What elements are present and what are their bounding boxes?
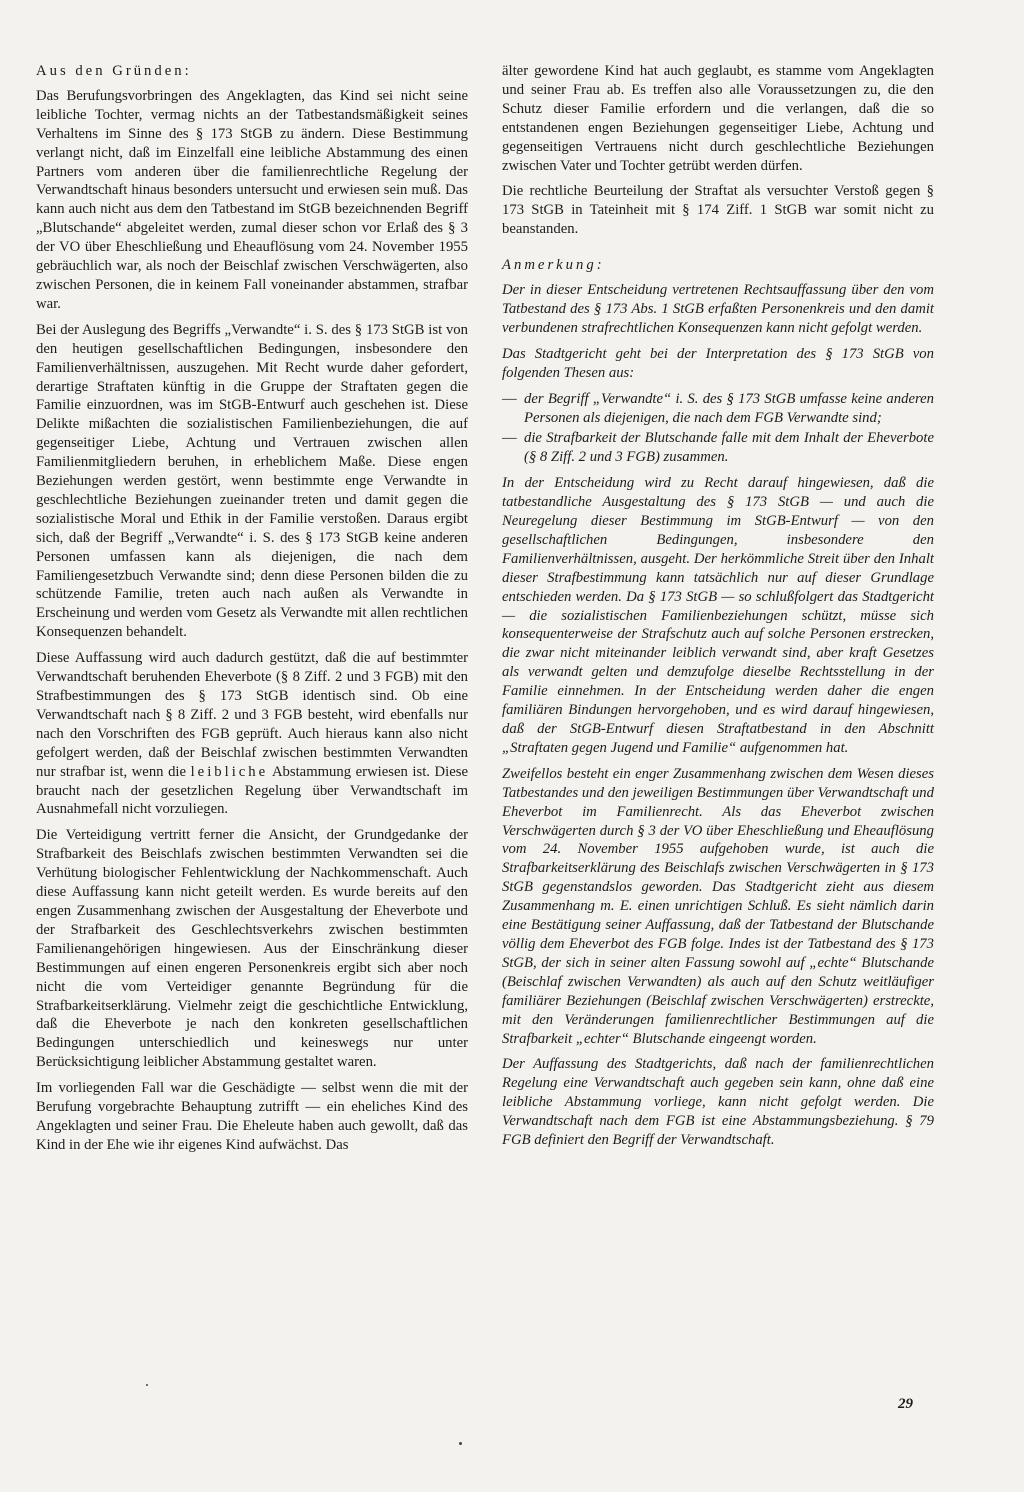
list-item bbox=[502, 429, 934, 467]
paragraph: Bei der Auslegung des Begriffs „Verwandte“ i. S. des § 173 StGB ist von den heutigen gesellschaftlichen Bedingungen, insbesondere den Familienverhältnissen, auszugehen. Mit Recht wurde daher gefordert, derartige Straftaten künftig in die Gruppe der Straftaten gegen die Familie einzuordnen, was im StGB-Entwurf auch geschehen ist. Diese Delikte mißachten die sozialistischen Familienbeziehungen, die auf gegenseitiger Liebe, Achtung und Vertrauen zwischen allen Familienmitgliedern beruhen, in erheblichem Maße. Diese engen Beziehungen werden gestört, wenn bestimmte enge Verwandte in geschlechtliche Beziehungen zueinander treten und damit gegen die sozialistische Moral und Ethik in der Familie verstoßen. Daraus ergibt sich, daß der Begriff „Verwandte“ i. S. des § 173 StGB keine anderen Personen umfassen kann als diejenigen, die nach dem Familiengesetzbuch Verwandte sind; denn diese Personen bilden die zu schützende Familie, treten auch nach außen als Verwandte in Erscheinung und werden vom Gesetz als Verwandte mit allen rechtlichen Konsequenzen behandelt. bbox=[36, 321, 468, 641]
section-heading-annotation: Anmerkung: bbox=[502, 257, 605, 274]
dash-marker: — bbox=[502, 430, 517, 447]
theses-list bbox=[502, 390, 934, 468]
paragraph: Die Verteidigung vertritt ferner die Ansicht, der Grundgedanke der Strafbarkeit des Beischlafs zwischen bestimmten Verwandten sei die Verhütung biologischer Fehlentwicklung der Nachkommenschaft. Auch diese Auffassung kann nicht geteilt werden. Es wurde bereits auf den engen Zusammenhang zwischen der Ausgestaltung der Eheverbote und der Strafbarkeit des Geschlechtsverkehrs zwischen bestimmten Familienangehörigen hingewiesen. Aus der Einschränkung dieser Bestimmungen auf einen engeren Personenkreis ergibt sich aber noch nicht die vom Verteidiger genannte Begründung für die Strafbarkeitserklärung. Vielmehr zeigt die geschichtliche Entwicklung, daß die Eheverbote je nach den konkreten gesellschaftlichen Bedingungen unterschiedlich und keineswegs nur unter Berücksichtigung leiblicher Abstammung gestaltet waren. bbox=[36, 827, 468, 1071]
spacer bbox=[502, 246, 934, 256]
paragraph: Der in dieser Entscheidung vertretenen Rechtsauffassung über den vom Tatbestand des § 173 Abs. 1 StGB erfaßten Personenkreis und den damit verbundenen strafrechtlichen Konsequenzen kann nicht gefolgt werden. bbox=[502, 282, 934, 336]
left-column bbox=[36, 62, 468, 1162]
right-column bbox=[502, 62, 934, 1157]
text-span: Diese Auffassung wird auch dadurch gestützt, daß die auf bestimmter Verwandtschaft beruhenden Eheverbote (§ 8 Ziff. 2 und 3 FGB) mit den Strafbestimmungen des § 173 StGB identisch sind. Ob eine Verwandtschaft nach § 8 Ziff. 2 und 3 FGB besteht, wird ebenfalls nur nach den Vorschriften des FGB geprüft. Auch hieraus kann also nicht gefolgert werden, daß der Beischlaf zwischen bestimmten Verwandten nur strafbar ist, wenn die bbox=[36, 650, 468, 780]
list-item-text: die Strafbarkeit der Blutschande falle mit dem Inhalt der Eheverbote (§ 8 Ziff. 2 und 3 FGB) zusammen. bbox=[524, 430, 934, 466]
paragraph: älter gewordene Kind hat auch geglaubt, es stamme vom Angeklagten und seiner Frau ab. Es treffen also alle Voraussetzungen zu, die den Schutz dieser Familie erfordern und die verlangen, daß die so entstandenen engen Beziehungen gegenseitiger Liebe, Achtung und gegenseitigen Vertrauens nicht durch geschlechtliche Beziehungen zwischen Vater und Tochter getrübt werden dürfen. bbox=[502, 63, 934, 174]
paragraph: In der Entscheidung wird zu Recht darauf hingewiesen, daß die tatbestandliche Ausgestaltung des § 173 StGB — und auch die Neuregelung dieser Bestimmung im StGB-Entwurf — von den gesellschaftlichen Bedingungen, insbesondere den Familienverhältnissen, ausgeht. Der herkömmliche Streit über den Inhalt dieser Strafbestimmung kann tatsächlich nur auf dieser Grundlage entschieden werden. Da § 173 StGB — so schlußfolgert das Stadtgericht — die sozialistischen Familienbeziehungen schützt, müsse sich konsequenterweise der Strafschutz auch auf solche Personen erstrecken, die zwar nicht miteinander leiblich verwandt sind, aber kraft Gesetzes als verwandt gelten und demzufolge dieselbe Rechtsstellung in der Familie einnehmen. In der Entscheidung werden daher die engen familiären Bindungen hervorgehoben, und es wird darauf hingewiesen, daß der StGB-Entwurf diesen Straftatbestand in den Abschnitt „Straftaten gegen Jugend und Familie“ aufgenommen hat. bbox=[502, 475, 934, 756]
dash-marker: — bbox=[502, 390, 517, 407]
annotation-body bbox=[502, 281, 934, 1150]
text-span: Abstammung erwiesen ist. Diese braucht nach der gesetzlichen Regelung über Verwandtschaft im Ausnahmefall nicht vorzuliegen. bbox=[36, 763, 468, 818]
paragraph: Im vorliegenden Fall war die Geschädigte — selbst wenn die mit der Berufung vorgebrachte Behauptung zutrifft — ein eheliches Kind des Angeklagten und seiner Frau. Die Eheleute haben auch gewollt, daß das Kind in der Ehe wie ihr eigenes Kind aufwächst. Das bbox=[36, 1080, 468, 1153]
paragraph: Das Stadtgericht geht bei der Interpretation des § 173 StGB von folgenden Thesen aus: bbox=[502, 345, 934, 381]
list-item-text: der Begriff „Verwandte“ i. S. des § 173 StGB umfasse keine anderen Personen als diejenigen, die nach dem FGB Verwandte sind; bbox=[524, 390, 934, 426]
list-item bbox=[502, 390, 934, 428]
page-number: 29 bbox=[898, 1396, 913, 1412]
scan-speck bbox=[146, 1384, 148, 1386]
paragraph: Die rechtliche Beurteilung der Straftat als versuchter Verstoß gegen § 173 StGB in Tateinheit mit § 174 Ziff. 1 StGB war somit nicht zu beanstanden. bbox=[502, 183, 934, 238]
paragraph: Das Berufungsvorbringen des Angeklagten, das Kind sei nicht seine leibliche Tochter, vermag nichts an der Tatbestandsmäßigkeit seines Verhaltens im Sinne des § 173 StGB zu ändern. Diese Bestimmung verlangt nicht, daß im Einzelfall eine leibliche Abstammung des einen Partners vom anderen über die familienrechtliche Regelung der Verwandtschaft hinaus besonders untersucht und erwiesen sein muß. Das kann auch nicht aus dem den Tatbestand im StGB bezeichnenden Begriff „Blutschande“ abgeleitet werden, zumal dieser schon vor Erlaß des § 3 der VO über Eheschließung und Eheauflösung vom 24. November 1955 gebräuchlich war, als noch der Beischlaf zwischen Verschwägerten, also zwischen Personen, die in keinem Fall voneinander abstammen, strafbar war. bbox=[36, 87, 468, 312]
scan-speck bbox=[459, 1442, 462, 1445]
emphasized-word: leibliche bbox=[190, 763, 269, 780]
paragraph: Der Auffassung des Stadtgerichts, daß nach der familienrechtlichen Regelung eine Verwandtschaft auch gegeben sein kann, ohne daß eine leibliche Abstammung vorliege, kann nicht gefolgt werden. Die Verwandtschaft nach dem FGB ist eine Abstammungsbeziehung. § 79 FGB definiert den Begriff der Verwandtschaft. bbox=[502, 1056, 934, 1149]
paragraph bbox=[36, 649, 468, 819]
section-heading-reasons: Aus den Gründen: bbox=[36, 63, 192, 79]
paragraph: Zweifellos besteht ein enger Zusammenhang zwischen dem Wesen dieses Tatbestandes und den jeweiligen Bestimmungen über Verwandtschaft und Eheverbot im Familienrecht. Als das Eheverbot zwischen Verschwägerten durch § 3 der VO über Eheschließung und Eheauflösung vom 24. November 1955 aufgehoben wurde, ist auch die Strafbarkeitserklärung des Beischlafs zwischen Verschwägerten in § 173 StGB gegenstandslos geworden. Das Stadtgericht zieht aus diesem Zusammenhang m. E. einen unrichtigen Schluß. Es sieht nämlich darin eine Bestätigung seiner Auffassung, daß der Tatbestand der Blutschande völlig dem Eheverbot des FGB folge. Indes ist der Tatbestand des § 173 StGB, der sich in seiner alten Fassung sowohl auf „echte“ Blutschande (Beischlaf zwischen Verwandten) als auch auf den Schutz weitläufiger familiärer Beziehungen (Beischlaf zwischen Verschwägerten) erstreckte, mit den Veränderungen familienrechtlicher Bestimmungen auf die Strafbarkeit „echter“ Blutschande eingeengt worden. bbox=[502, 765, 934, 1047]
